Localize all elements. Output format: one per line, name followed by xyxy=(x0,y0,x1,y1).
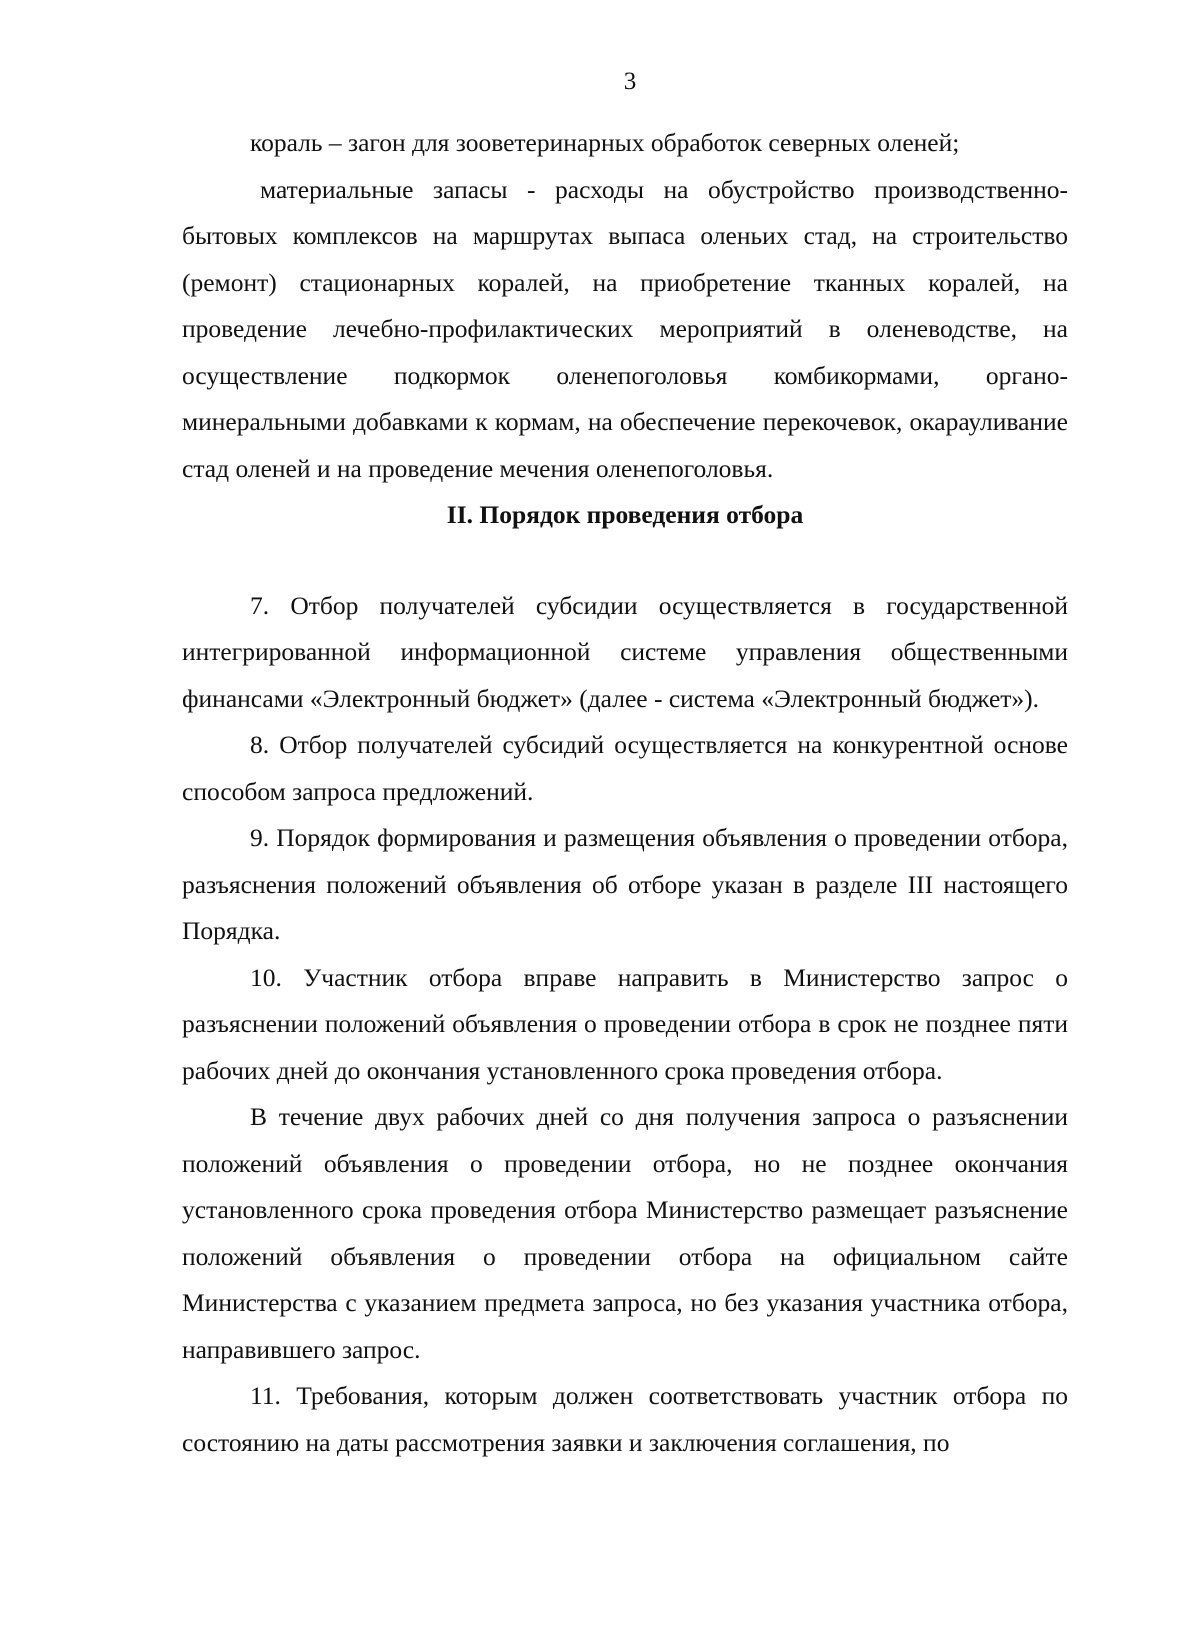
section-heading: II. Порядок проведения отбора xyxy=(446,500,804,529)
page-number: 3 xyxy=(623,68,637,95)
paragraph-material-reserves-definition: материальные запасы - расходы на обустройство производственно-бытовых комплексов на маршрутах выпаса оленьих стад, на строительство (ремонт) стационарных коралей, на приобретение тканных коралей, на проведение лечебно-профилактических мероприятий в оленеводстве, на осуществление подкормок оленепоголовья комбикормами, органо-минеральными добавками к кормам, на обеспечение перекочевок, окарауливание стад оленей и на проведение мечения оленепоголовья. xyxy=(182,174,1068,483)
paragraph-koral-definition: кораль – загон для зооветеринарных обработок северных оленей; xyxy=(250,128,960,157)
paragraph-8: 8. Отбор получателей субсидий осуществляется на конкурентной основе способом запроса предложений. xyxy=(182,730,1068,806)
paragraph-11: 11. Требования, которым должен соответствовать участник отбора по состоянию на даты рассмотрения заявки и заключения соглашения, по xyxy=(182,1381,1068,1457)
paragraph-7: 7. Отбор получателей субсидии осуществляется в государственной интегрированной информационной системе управления общественными финансами «Электронный бюджет» (далее - система «Электронный бюджет»). xyxy=(182,590,1068,713)
paragraph-10-continuation: В течение двух рабочих дней со дня получения запроса о разъяснении положений объявления о проведении отбора, но не позднее окончания установленного срока проведения отбора Министерство размещает разъяснение положений объявления о проведении отбора на официальном сайте Министерства с указанием предмета запроса, но без указания участника отбора, направившего запрос. xyxy=(182,1102,1068,1364)
paragraph-10: 10. Участник отбора вправе направить в Министерство запрос о разъяснении положений объявления о проведении отбора в срок не позднее пяти рабочих дней до окончания установленного срока проведения отбора. xyxy=(182,962,1068,1085)
paragraph-9: 9. Порядок формирования и размещения объявления о проведении отбора, разъяснения положений объявления об отборе указан в разделе III настоящего Порядка. xyxy=(182,823,1068,945)
document-body xyxy=(182,120,1068,1466)
